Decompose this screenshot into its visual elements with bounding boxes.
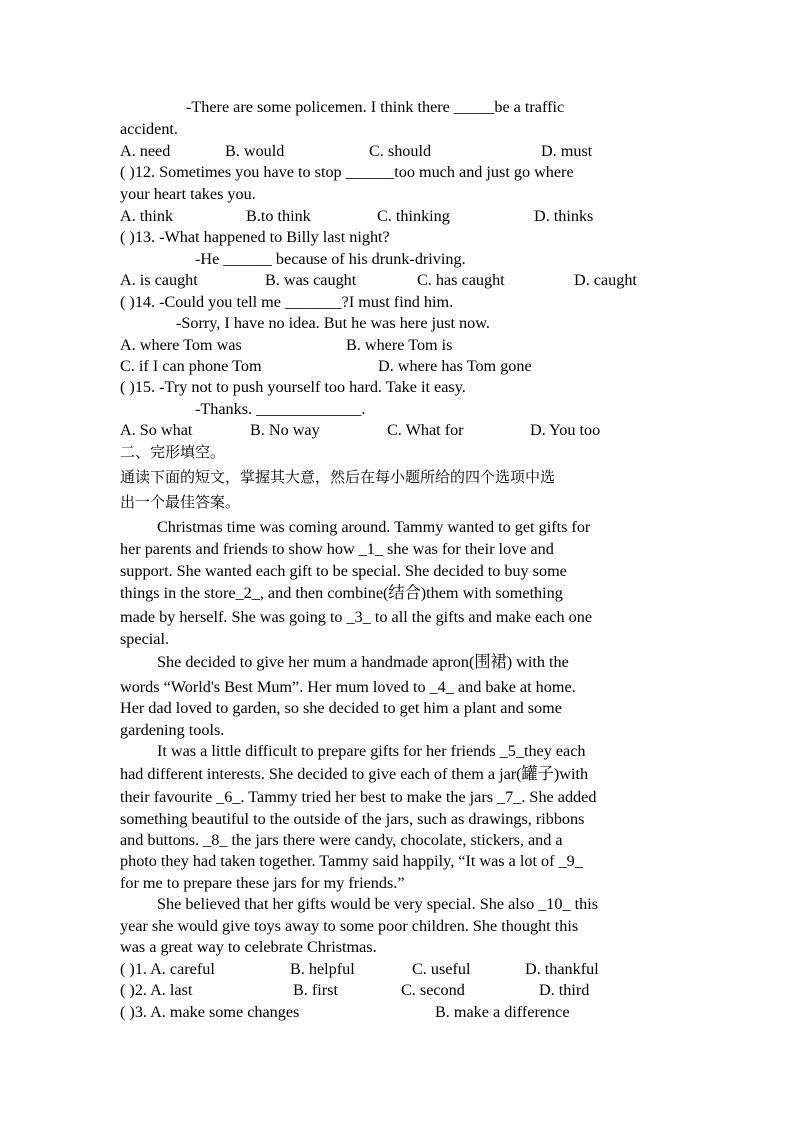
option-c: C. second — [401, 981, 465, 999]
option-c: C. What for — [387, 421, 464, 439]
option-b: B.to think — [246, 207, 311, 225]
option-c: C. useful — [412, 960, 471, 978]
option-d: D. thankful — [525, 960, 599, 978]
question-number: ( )1. A. careful — [120, 960, 215, 978]
question-line: ( )14. -Could you tell me _______?I must find him. — [120, 293, 454, 311]
passage-line: their favourite _6_. Tammy tried her best to make the jars _7_. She added — [120, 788, 597, 806]
passage-line: things in the store_2_, and then combine(结合)them with something — [120, 584, 563, 602]
option-b: B. would — [225, 142, 285, 160]
option-c: C. thinking — [377, 207, 450, 225]
passage-line: and buttons. _8_ the jars there were candy, chocolate, stickers, and a — [120, 831, 563, 849]
question-line: -Sorry, I have no idea. But he was here just now. — [176, 314, 490, 332]
option-d: D. caught — [574, 271, 637, 289]
passage-line: something beautiful to the outside of the jars, such as drawings, ribbons — [120, 810, 585, 828]
passage-line: She believed that her gifts would be very special. She also _10_ this — [157, 895, 599, 913]
option-b: B. first — [293, 981, 338, 999]
passage-line: She decided to give her mum a handmade apron(围裙) with the — [157, 653, 569, 671]
question-line: -He ______ because of his drunk-driving. — [195, 250, 466, 268]
passage-line: words “World's Best Mum”. Her mum loved to _4_ and bake at home. — [120, 678, 576, 696]
passage-line: Her dad loved to garden, so she decided to get him a plant and some — [120, 699, 562, 717]
option-b: B. make a difference — [435, 1003, 570, 1021]
passage-line: gardening tools. — [120, 721, 225, 739]
passage-line: for me to prepare these jars for my friends.” — [120, 874, 405, 892]
option-a: A. need — [120, 142, 171, 160]
option-d: D. third — [539, 981, 590, 999]
passage-line: her parents and friends to show how _1_ she was for their love and — [120, 540, 554, 558]
option-b: B. was caught — [265, 271, 357, 289]
question-line: ( )13. -What happened to Billy last night? — [120, 228, 390, 246]
option-c: C. has caught — [417, 271, 505, 289]
passage-line: support. She wanted each gift to be special. She decided to buy some — [120, 562, 567, 580]
option-a: A. So what — [120, 421, 193, 439]
option-d: D. thinks — [534, 207, 594, 225]
question-number: ( )3. A. make some changes — [120, 1003, 300, 1021]
option-c: C. should — [369, 142, 432, 160]
option-b: B. No way — [250, 421, 320, 439]
option-c: C. if I can phone Tom — [120, 357, 262, 375]
passage-line: special. — [120, 630, 169, 648]
passage-line: photo they had taken together. Tammy said happily, “It was a lot of _9_ — [120, 852, 583, 870]
option-d: D. You too — [530, 421, 601, 439]
passage-line: It was a little difficult to prepare gifts for her friends _5_they each — [157, 742, 586, 760]
option-b: B. where Tom is — [346, 336, 453, 354]
option-b: B. helpful — [290, 960, 355, 978]
question-line: your heart takes you. — [120, 185, 256, 203]
option-a: A. is caught — [120, 271, 198, 289]
passage-line: year she would give toys away to some poor children. She thought this — [120, 917, 579, 935]
passage-line: made by herself. She was going to _3_ to all the gifts and make each one — [120, 608, 593, 626]
section-heading: 二、完形填空。 — [120, 443, 226, 461]
passage-line: was a great way to celebrate Christmas. — [120, 938, 377, 956]
passage-line: Christmas time was coming around. Tammy wanted to get gifts for — [157, 518, 591, 536]
passage-line: had different interests. She decided to give each of them a jar(罐子)with — [120, 765, 589, 783]
question-line: -There are some policemen. I think there _____be a traffic — [186, 98, 565, 116]
option-a: A. where Tom was — [120, 336, 242, 354]
question-line: ( )12. Sometimes you have to stop ______too much and just go where — [120, 163, 574, 181]
option-a: A. think — [120, 207, 174, 225]
question-line: -Thanks. _____________. — [195, 400, 366, 418]
question-line: accident. — [120, 120, 178, 138]
option-d: D. where has Tom gone — [378, 357, 532, 375]
option-d: D. must — [541, 142, 593, 160]
question-number: ( )2. A. last — [120, 981, 193, 999]
section-instruction: 通读下面的短文，掌握其大意，然后在每小题所给的四个选项中选 — [120, 468, 556, 486]
question-line: ( )15. -Try not to push yourself too hard. Take it easy. — [120, 378, 466, 396]
section-instruction: 出一个最佳答案。 — [120, 493, 241, 511]
